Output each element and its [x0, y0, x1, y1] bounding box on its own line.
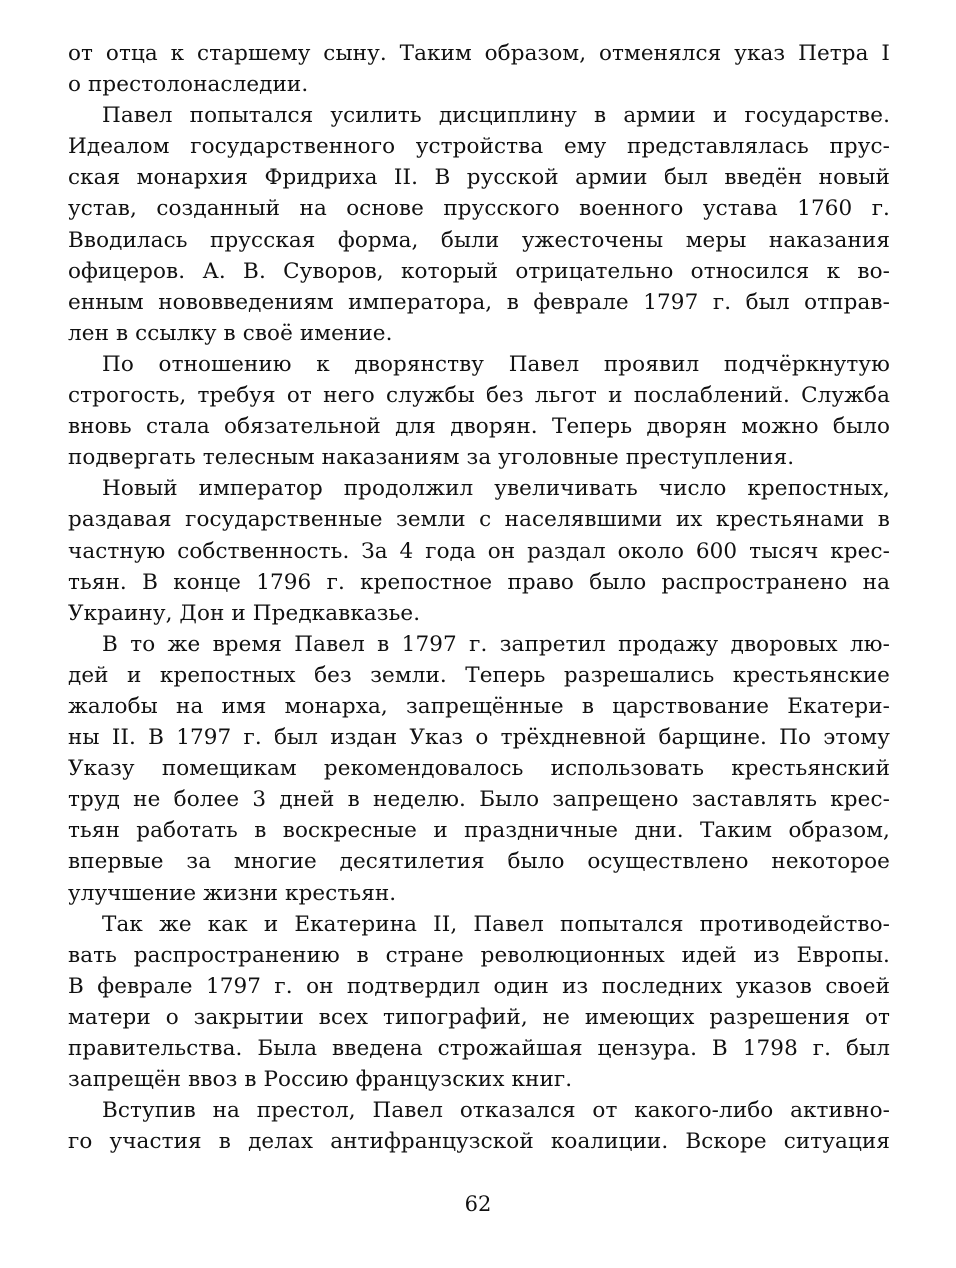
text-line: енным нововведениям императора, в феврале 1797 г. был отправ-: [68, 289, 890, 315]
text-line: впервые за многие десятилетия было осуществлено некоторое: [68, 849, 890, 875]
text-line: ны II. В 1797 г. был издан Указ о трёхдневной барщине. По этому: [68, 725, 890, 751]
text-line: Идеалом государственного устройства ему представлялась прус-: [68, 134, 890, 160]
paragraph-start-line: Новый император продолжил увеличивать число крепостных,: [102, 476, 890, 502]
paragraph-start-line: В то же время Павел в 1797 г. запретил продажу дворовых лю-: [102, 631, 890, 657]
text-line: В феврале 1797 г. он подтвердил один из последних указов своей: [68, 973, 890, 999]
text-line: офицеров. А. В. Суворов, который отрицательно относился к во-: [68, 258, 890, 284]
text-line: частную собственность. За 4 года он раздал около 600 тысяч крес-: [68, 538, 890, 564]
text-line: вновь стала обязательной для дворян. Теперь дворян можно было: [68, 414, 890, 440]
text-line: лен в ссылку в своё имение.: [68, 320, 393, 346]
text-line: дей и крепостных без земли. Теперь разрешались крестьянские: [68, 662, 890, 688]
text-line: тьян. В конце 1796 г. крепостное право было распространено на: [68, 569, 890, 595]
text-line: труд не более 3 дней в неделю. Было запрещено заставлять крес-: [68, 787, 890, 813]
text-line: го участия в делах антифранцузской коалиции. Вскоре ситуация: [68, 1129, 890, 1155]
text-line: вать распространению в стране революционных идей из Европы.: [68, 942, 890, 968]
text-line: строгость, требуя от него службы без льгот и послаблений. Служба: [68, 383, 890, 409]
text-line: Украину, Дон и Предкавказье.: [68, 600, 421, 626]
text-line: о престолонаследии.: [68, 72, 309, 98]
page-number: 62: [464, 1192, 492, 1216]
text-line: тьян работать в воскресные и праздничные дни. Таким образом,: [68, 818, 890, 844]
text-line: ская монархия Фридриха II. В русской армии был введён новый: [68, 165, 890, 191]
text-line: жалобы на имя монарха, запрещённые в царствование Екатери-: [68, 693, 890, 719]
text-line: запрещён ввоз в Россию французских книг.: [68, 1067, 573, 1093]
text-line: подвергать телесным наказаниям за уголовные преступления.: [68, 445, 795, 471]
paragraph-start-line: Так же как и Екатерина II, Павел попытался противодейство-: [102, 911, 890, 937]
page-body: [68, 38, 890, 1157]
text-line: раздавая государственные земли с населявшими их крестьянами в: [68, 507, 890, 533]
paragraph-start-line: Вступив на престол, Павел отказался от какого-либо активно-: [102, 1098, 890, 1124]
text-line: Вводилась прусская форма, были ужесточены меры наказания: [68, 227, 890, 253]
text-line: устав, созданный на основе прусского военного устава 1760 г.: [68, 196, 890, 222]
text-line: правительства. Была введена строжайшая цензура. В 1798 г. был: [68, 1036, 890, 1061]
text-line: Указу помещикам рекомендовалось использовать крестьянский: [68, 756, 890, 782]
text-line: улучшение жизни крестьян.: [68, 880, 397, 906]
text-line: от отца к старшему сыну. Таким образом, отменялся указ Петра I: [68, 41, 890, 66]
paragraph-start-line: По отношению к дворянству Павел проявил подчёркнутую: [102, 351, 890, 377]
paragraph-start-line: Павел попытался усилить дисциплину в армии и государстве.: [102, 103, 890, 129]
text-line: матери о закрытии всех типографий, не имеющих разрешения от: [68, 1004, 890, 1030]
